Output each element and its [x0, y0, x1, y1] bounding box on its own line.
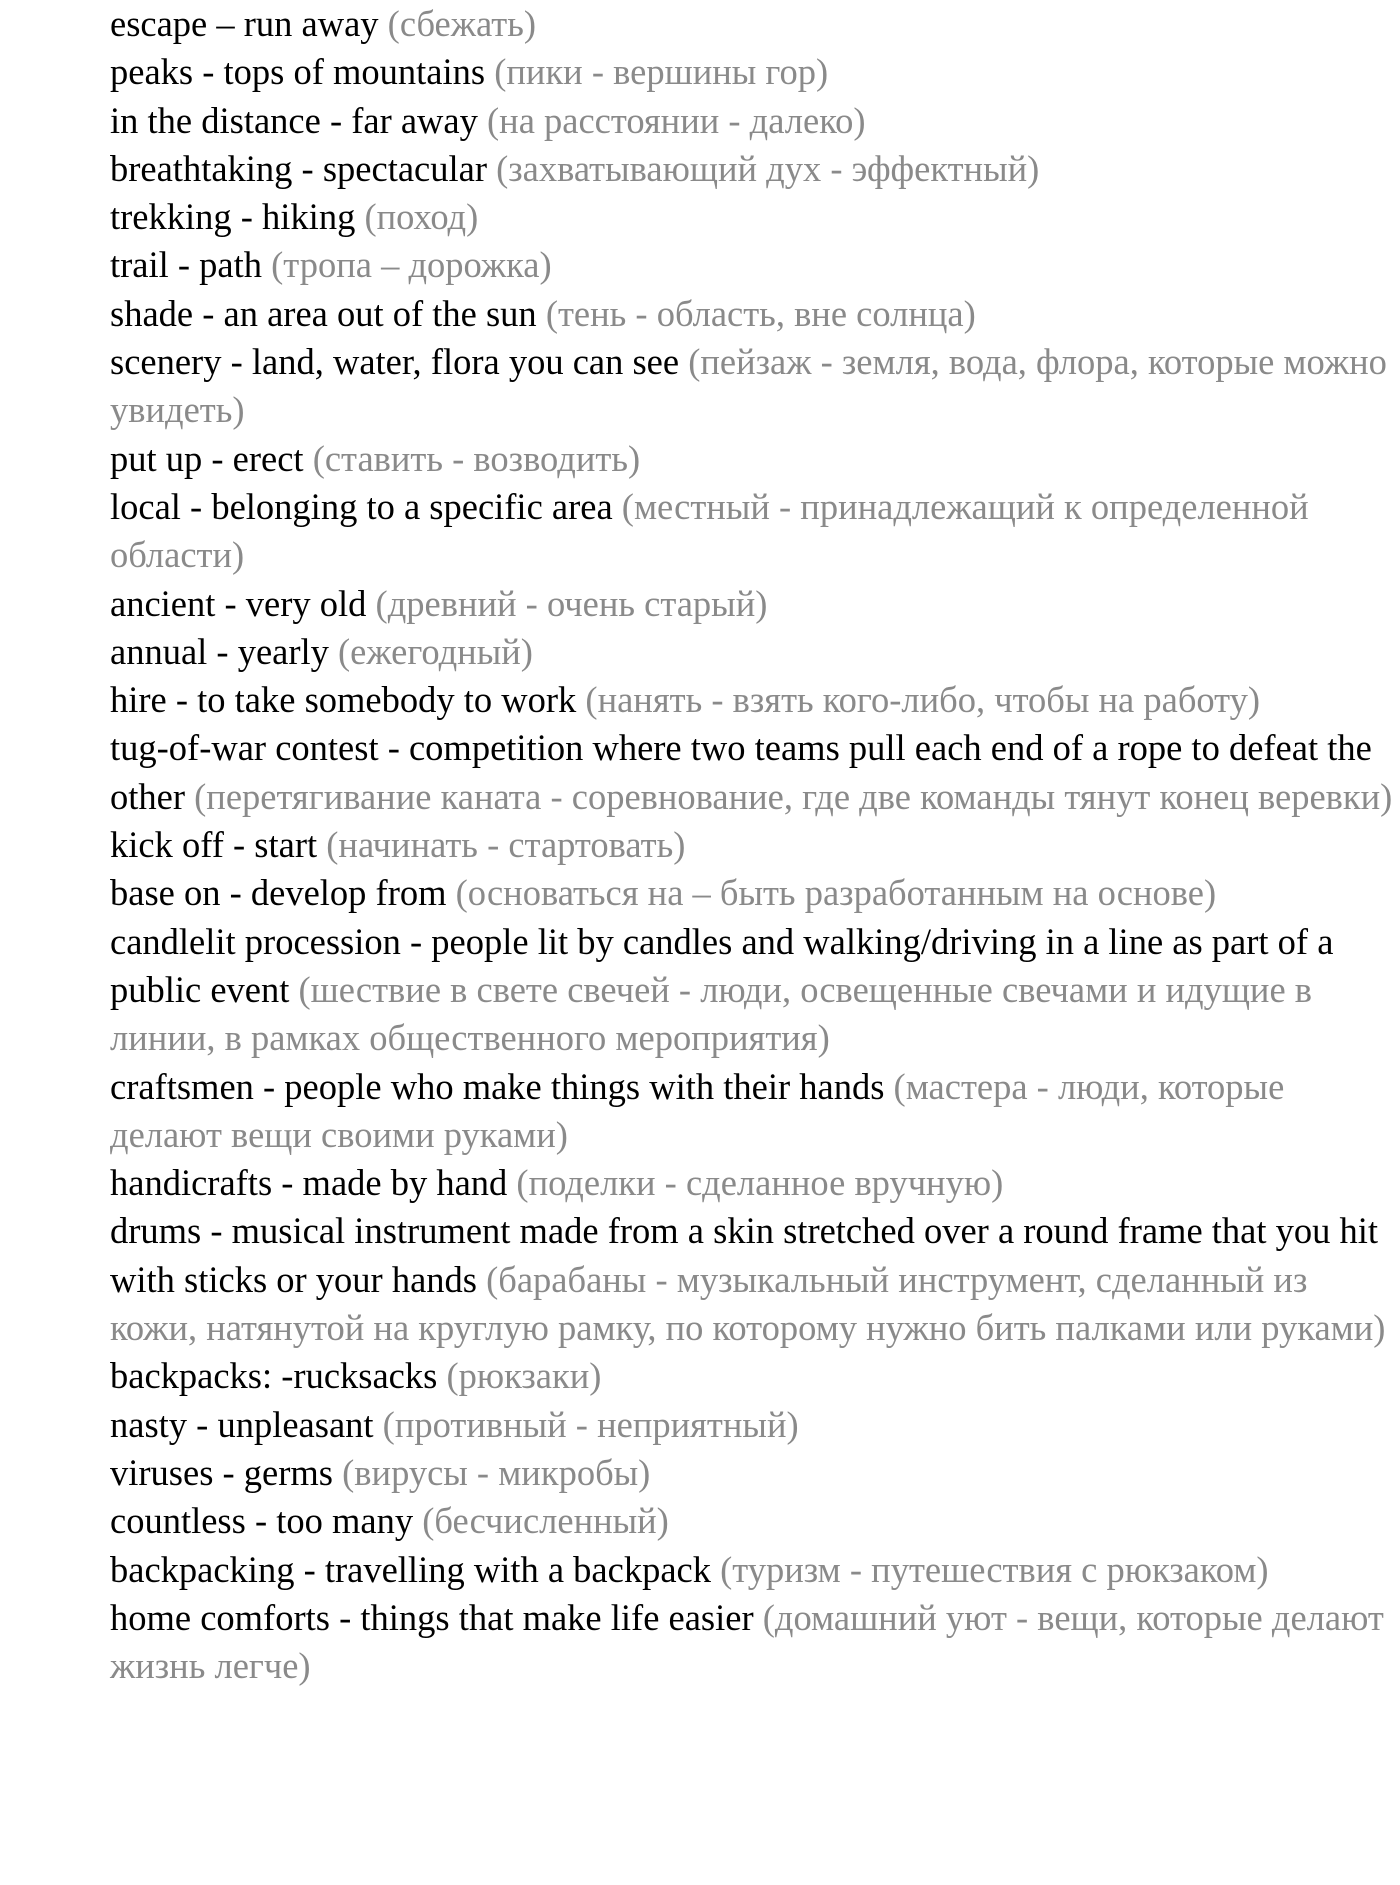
- english-term-definition: breathtaking - spectacular: [110, 147, 487, 189]
- russian-translation: (пики - вершины гор): [494, 51, 829, 93]
- english-term-definition: shade - an area out of the sun: [110, 292, 537, 334]
- russian-translation: (перетягивание каната - соревнование, где две команды тянут конец веревки): [194, 775, 1393, 817]
- english-term-definition: home comforts - things that make life easier: [110, 1596, 754, 1638]
- vocab-entry: [110, 1063, 1395, 1160]
- vocab-entry: [110, 1594, 1395, 1691]
- english-term-definition: escape – run away: [110, 3, 379, 44]
- russian-translation: (шествие в свете свечей - люди, освещенные свечами и идущие в линии, в рамках общественного мероприятия): [110, 968, 1313, 1059]
- english-term-definition: nasty - unpleasant: [110, 1403, 374, 1445]
- english-term-definition: tug-of-war contest - competition where two teams pull each end of a rope to defeat the other: [110, 727, 1372, 817]
- vocab-entry: [110, 1546, 1395, 1594]
- english-term-definition: in the distance - far away: [110, 99, 478, 141]
- russian-translation: (нанять - взять кого-либо, чтобы на работу): [585, 679, 1261, 721]
- russian-translation: (сбежать): [387, 3, 536, 44]
- russian-translation: (тень - область, вне солнца): [545, 292, 976, 334]
- russian-translation: (противный - неприятный): [382, 1403, 799, 1445]
- russian-translation: (местный - принадлежащий к определенной области): [110, 485, 1309, 576]
- russian-translation: (мастера - люди, которые делают вещи своими руками): [110, 1065, 1285, 1155]
- english-term-definition: kick off - start: [110, 824, 318, 866]
- russian-translation: (бесчисленный): [422, 1500, 669, 1542]
- english-term-definition: backpacks: -rucksacks: [110, 1355, 438, 1397]
- vocab-entry: [110, 241, 1395, 289]
- russian-translation: (на расстоянии - далеко): [487, 99, 866, 141]
- russian-translation: (основаться на – быть разработанным на основе): [455, 872, 1217, 914]
- english-term-definition: backpacking - travelling with a backpack: [110, 1548, 711, 1590]
- english-term-definition: scenery - land, water, flora you can see: [110, 341, 680, 383]
- russian-translation: (начинать - стартовать): [326, 824, 686, 866]
- vocab-entry: [110, 918, 1395, 1063]
- english-term-definition: base on - develop from: [110, 872, 447, 914]
- english-term-definition: hire - to take somebody to work: [110, 679, 577, 721]
- vocab-entry: [110, 193, 1395, 241]
- vocab-entry: [110, 145, 1395, 193]
- english-term-definition: viruses - germs: [110, 1451, 334, 1493]
- russian-translation: (поделки - сделанное вручную): [516, 1162, 1004, 1204]
- vocab-entry: [110, 338, 1395, 435]
- russian-translation: (барабаны - музыкальный инструмент, сделанный из кожи, натянутой на круглую рамку, по которому нужно бить палками или руками): [110, 1258, 1386, 1349]
- english-term-definition: annual - yearly: [110, 630, 329, 672]
- russian-translation: (древний - очень старый): [375, 582, 768, 624]
- english-term-definition: local - belonging to a specific area: [110, 485, 613, 527]
- vocab-entry: [110, 483, 1395, 580]
- russian-translation: (ежегодный): [338, 630, 533, 672]
- vocab-entry: [110, 580, 1395, 628]
- vocab-entry: [110, 1401, 1395, 1449]
- russian-translation: (пейзаж - земля, вода, флора, которые можно увидеть): [110, 341, 1387, 431]
- vocab-entry: [110, 1159, 1395, 1207]
- english-term-definition: drums - musical instrument made from a skin stretched over a round frame that you hit with sticks or your hands: [110, 1210, 1379, 1300]
- vocab-entry: [110, 724, 1395, 821]
- english-term-definition: candlelit procession - people lit by candles and walking/driving in a line as part of a public event: [110, 920, 1334, 1010]
- vocab-entry: [110, 48, 1395, 96]
- vocab-entry: [110, 0, 1395, 48]
- english-term-definition: ancient - very old: [110, 582, 367, 624]
- russian-translation: (тропа – дорожка): [271, 244, 552, 286]
- vocab-entry: [110, 1352, 1395, 1400]
- russian-translation: (поход): [364, 196, 479, 238]
- vocab-entry: [110, 435, 1395, 483]
- english-term-definition: trail - path: [110, 244, 263, 286]
- russian-translation: (вирусы - микробы): [342, 1451, 651, 1493]
- vocab-entry: [110, 821, 1395, 869]
- english-term-definition: peaks - tops of mountains: [110, 51, 486, 93]
- russian-translation: (захватывающий дух - эффектный): [496, 147, 1040, 189]
- russian-translation: (ставить - возводить): [312, 437, 641, 479]
- vocab-entry: [110, 97, 1395, 145]
- english-term-definition: countless - too many: [110, 1500, 414, 1542]
- vocab-entry: [110, 628, 1395, 676]
- english-term-definition: put up - erect: [110, 437, 304, 479]
- vocab-entry: [110, 676, 1395, 724]
- vocab-entry: [110, 1449, 1395, 1497]
- vocabulary-list: [110, 0, 1395, 1690]
- vocab-entry: [110, 1497, 1395, 1545]
- vocab-entry: [110, 869, 1395, 917]
- russian-translation: (туризм - путешествия с рюкзаком): [720, 1548, 1269, 1590]
- russian-translation: (рюкзаки): [446, 1355, 602, 1397]
- english-term-definition: handicrafts - made by hand: [110, 1162, 508, 1204]
- vocab-entry: [110, 290, 1395, 338]
- english-term-definition: craftsmen - people who make things with their hands: [110, 1065, 885, 1107]
- vocab-entry: [110, 1207, 1395, 1352]
- english-term-definition: trekking - hiking: [110, 196, 356, 238]
- russian-translation: (домашний уют - вещи, которые делают жизнь легче): [110, 1596, 1384, 1687]
